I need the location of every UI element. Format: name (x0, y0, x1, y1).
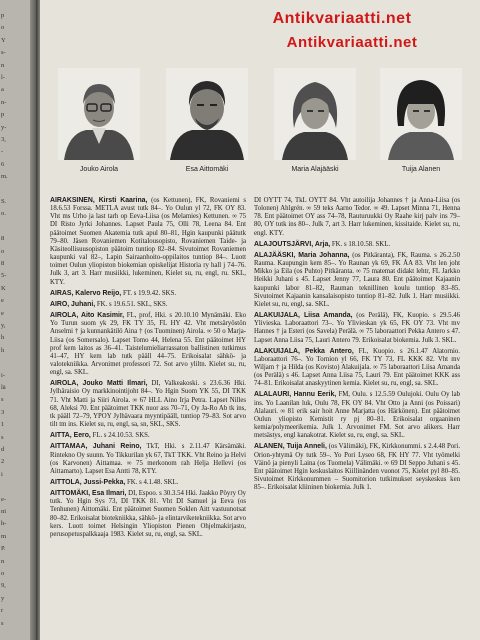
adjacent-page-fragment: d (1, 446, 5, 453)
adjacent-page-fragment: P. (1, 545, 6, 553)
adjacent-page-fragment: y (1, 594, 5, 602)
entry-name: AIROLA, Jouko Matti Ilmari, (50, 380, 148, 388)
portrait-photo (58, 68, 140, 160)
entry-name: ALAKUIJALA, Liisa Amanda, (254, 312, 353, 320)
biography-entry (254, 241, 460, 249)
biography-entry (254, 252, 460, 309)
biography-entry (50, 312, 246, 377)
entry-name: AITTA, Eero, (50, 432, 91, 440)
biography-entry (254, 312, 460, 345)
portrait-caption: Esa Aittomäki (185, 166, 229, 173)
entries-column-left (50, 197, 246, 542)
entry-text: FK. s 19.6.51. SKL, SKS. (96, 300, 168, 308)
entry-text: FL, Kuopio. s 26.1.47 Alatornio. Laboraattori 76–. Yo Tornion yl 66, FK TY 73, FL KKK 82. Vht mv Wiljam † ja Hilda (os Kovisto) Alakuijala. ∞ 75 laboraattori Liisa Amanda (os Perälä) s 46. Lapset Anna Liisa 75, Lauri 79. Ent päätoimet KKK ass 74–81. Erikoisalat anaskyytinen kemia. Kielet su, ru, engl, sa. SKL. (254, 347, 460, 388)
entry-text: (os Kettunen), FK, Rovaniemi s 18.6.53 Forssa. METLA avust tutk 84–. Yo Oulun yl 72, FK OY 83. Vht ms Urho ja last tarh op Eeva-Liisa (os Melamies) Kettunen. ∞ 75 DI Risto Jyrki Johannes. Lapset Paula 75, Olli 78, Leena 84. Ent päätoimet Suomen Akatemia tutk apul 80–81, Hgin kaupunki päätutk 79–80. Jäsen Rovaniemen Kotitalousopisto, Rovaniemen Taide- ja Käsiteollisuusopiston päätoim tuntiop 82–84. Sivutoimet Rovaniemen kaupunki val 82–, Lapin Sairaanhoito-oppilaitos tuntiop 84–. Luott toimet Oulun yliopiston biokemian opiskelijat Historia ry hall j 74–76. Julk 3, art 3. Harr musiikki, lukeminen, Kielet su, ru, engl, ru. SKL, KTY. (50, 197, 246, 286)
portrait-row (52, 68, 468, 188)
biography-entry (254, 391, 460, 440)
biography-entry (50, 290, 246, 298)
entry-text: (os Välimäki), FK, Kirkkonummi. s 2.4.48 Pori. Orion-yhtymä Oy tutk 59–. Yo Pori Lyseo 68, FK HY 77. Vht työmelki Väinö ja pienyli Laina (os Tuomela) Välimäki. ∞ 69 DI Seppo Juhani s 45. Ent päätoimet Hgin keskuslaitos Kiillinänden vuonot 75, Kielet pyl 80–85. Sivutoimet Kirkkonummen – Suomitorion tutkimukset seyskeskus ken 85–. Erikoisalat kliininen biokemia. Julk 1. (254, 443, 461, 492)
biography-entry (50, 479, 246, 487)
adjacent-page-fragment: p (1, 12, 5, 19)
portrait-caption: Maria Alajääski (291, 166, 339, 173)
entry-name: ALALAURI, Hannu Eerik, (254, 391, 337, 399)
adjacent-page-fragment: 8 (1, 260, 5, 267)
entry-name: ALAJOUTSJÄRVI, Arja, (254, 240, 331, 248)
entry-text: DI, Espoo. s 30.3.54 Hki. Jaakko Pöyry Oy tutk. Yo Hgin Sys 73, DI TKK 81. Vht DI Samuel ja Eeva (os Tenhunen) Aittomäki. Ent päätoimet Suomen Soklen Aitt vastuunotsat 80–82. Erikoisalat biotekniikka, sähkö- ja elintarviketekniikka. Sot arvo kers. Luott toimet Helsingin Yliopiston Pienen Ohjelmakirjasto, perusopetuspalkkaaja 1983. Kielet su, ru, engl, sa. SKL. (50, 490, 247, 538)
adjacent-page-fragment: s (1, 433, 4, 441)
adjacent-page-fragment: s- (1, 49, 6, 57)
adjacent-page-fragment: a (1, 86, 4, 94)
portrait-caption: Tuija Alanen (401, 166, 441, 173)
portrait (58, 68, 140, 173)
entries-column-right (254, 197, 460, 495)
adjacent-page-fragment: e (1, 309, 4, 317)
book-page (40, 0, 480, 640)
adjacent-page-fragment: h (1, 346, 5, 354)
adjacent-page-fragment: y, (1, 322, 6, 329)
adjacent-page-fragment: s (1, 396, 4, 404)
entry-text: (os Pitkäranta), FK, Rauma. s 26.2.50 Rauma. Kaupungin kem 85–. Yo Raunan yk 69, FK ÅA 83. Vht len joht Mikko ja Eila (os Puhto) Pitkäranta. ∞ 75 matemat didakt lehtr, FL Jarkko Heikki Juhani s 45. Lapset Jenny 77, Laura 80. Ent päätoimet Kajaanin kaupunki labor 81–82, Rauman teknillinen koulu tuntiop 83–85. Sivutoimet Kajaanin kansalaisopisto tuntiop 81–82. Julk 1. Harr musiikki. Kielet su, ru, engl, sa. SKL. (254, 251, 460, 308)
adjacent-page-fragment: m. (1, 173, 8, 181)
adjacent-page-fragment: 3, (1, 136, 6, 143)
entry-name: AITTAMAA, Juhani Reino, (50, 443, 142, 451)
portrait (380, 68, 462, 173)
adjacent-page-fragment: l- (1, 74, 5, 81)
adjacent-page-fragment: i (1, 470, 3, 478)
watermark-text: Antikvariaatti.net (272, 10, 412, 27)
adjacent-page-fragment: K (1, 284, 6, 292)
biography-entry (254, 348, 460, 389)
adjacent-page-fragment: i- (1, 371, 5, 379)
entry-name: AIRO, Juhani, (50, 300, 96, 308)
adjacent-page-fragment: 9, (1, 582, 6, 590)
adjacent-page-fragment: o. (1, 210, 6, 218)
portrait (166, 68, 248, 173)
adjacent-page-fragment: Y (1, 36, 6, 44)
entry-name: ALAKUIJALA, Pekka Antero, (254, 347, 354, 355)
adjacent-page-fragment: p (1, 111, 5, 119)
entry-name: AIRAS, Kalervo Reijo, (50, 289, 122, 297)
adjacent-page-fragment: m (1, 532, 7, 540)
adjacent-page-fragment: 2 (1, 458, 5, 466)
entry-text: FK. s 4.1.48. SKL. (127, 479, 179, 486)
portrait-caption: Jouko Airola (79, 166, 119, 173)
entry-text: FL, prof, Hki. s 20.10.10 Mynämäki. Eko Yo Turun suom yk 29, FK TY 35, FL HY 42. Vht metsäryöstön Anselmi † ja kunnankätilö Aina † (os Tuominen) Airola. ∞ 50 o Marja-Liisa (os Somersalo). Lapset Tomo 44, Helena 55. Ent päätoimet HY prof kem laitos as 36–41. Taistelumieliarrassaton ballistinen tutkimus 41–47, HY kem lab tutk pääll 44–75. Erikoisalat sähkö- ja valotekniikka. Arvonimet professori 72. Sot arvo yliltn. Kielet su, ru, engl, sa. SKL. (50, 312, 247, 377)
entry-name: AITTOLA, Jussi-Pekka, (50, 479, 126, 486)
adjacent-page-fragment: 5- (1, 272, 7, 280)
adjacent-page-fragment: n (1, 61, 5, 69)
adjacent-page-fragment: 6 (1, 160, 5, 168)
adjacent-page-fragment: S. (1, 198, 7, 205)
portrait-photo (380, 68, 462, 160)
adjacent-page-fragment: s (1, 619, 4, 627)
entry-text: FT. s 19.9.42. SKS. (122, 289, 177, 297)
biography-entry (50, 301, 246, 309)
watermark-text: Antikvariaatti.net (286, 34, 418, 51)
entry-name: ALAJÄÄSKI, Maria Johanna, (254, 251, 350, 259)
biography-entry (50, 443, 246, 476)
adjacent-page-fragment: o (1, 570, 5, 577)
entry-name: AIRAKSINEN, Kirsti Kaarina, (50, 197, 148, 204)
entry-text: FM, Oulu. s 12.5.59 Oulujoki. Oulu Oy lab ins. Yo Laanilan luk, Oulu 78, FK OY 84. Vht Otto ja Anni (os Poissari) Alalauri. ∞ 81 erik sair hoit Anne Marjatta (os Härkönen). Ent päätoimet Oulun yliopisto Kemistit ry pj 80–81. Erikoisalat orgaaninen kemia/polymeerikemia. Julk 1. Arvonimet FM. Sot arvo alikers. Harr metsästys, engl kanakotrat. Kielet su, ru, engl, sa. SKL. (254, 391, 460, 440)
adjacent-page-fragment: - (1, 148, 4, 156)
biography-entry (50, 197, 246, 287)
entry-name: AITTOMÄKI, Esa Ilmari, (50, 490, 127, 498)
biography-entry (50, 490, 246, 539)
adjacent-page-fragment: r (1, 607, 4, 615)
adjacent-page-fragment: ni (1, 508, 7, 515)
adjacent-page-fragment: e- (1, 495, 7, 503)
entry-name: AIROLA, Aito Kasimir, (50, 312, 125, 320)
adjacent-page-fragment: 1 (1, 421, 5, 429)
adjacent-page-fragment: e (1, 297, 4, 305)
continued-entry-text: DI OYTT 74, TkL OYTT 84. Vht autoilija Johannes † ja Anna-Liisa (os Tolonen) Ahlgrén. ∞ 59 teks Aarno Tedor. ∞ 49. Lapset Minna 71, Henna 78. Ent päätoimet OY ass 74–78, Rauturuukki Oy Raahe kirj palv ins 79–80, OY tutk ins 80–. Julk 7, art 3. Harr lukeminen, kissitaide. Kielet su, ru, engl. KTY. (254, 197, 460, 237)
entry-text: TkT, Hki. s 2.11.47 Kärsämäki. Rintekno Oy suunn. Yo Tikkurilan yk 67, TkT TKK. Vht Reino ja Helvi (os Karvonen) Aittamaa. ∞ 75 merkonom rah Helja Hellevi (os Aittamarto). Lapset Esa Antti 78, KTY. (50, 443, 246, 475)
adjacent-page-fragment: 3 (1, 408, 5, 416)
adjacent-page-fragment: o (1, 247, 5, 255)
portrait-photo (166, 68, 248, 160)
entry-text: FK. s 18.10.58. SKL. (331, 240, 391, 248)
entry-name: ALANEN, Tuija Anneli, (254, 443, 327, 451)
adjacent-page-fragment: n (1, 557, 5, 565)
adjacent-page-fragment: 8 (1, 235, 5, 243)
adjacent-page-edge (0, 0, 36, 640)
adjacent-page-fragment: lä (1, 384, 6, 391)
entry-text: FL. s 24.10.53. SKS. (92, 432, 150, 440)
adjacent-page-fragment: o (1, 24, 5, 32)
adjacent-page-fragment: y- (1, 123, 7, 131)
adjacent-page-fragment: n- (1, 98, 7, 106)
biography-entry (50, 432, 246, 440)
adjacent-page-fragment: h (1, 334, 5, 342)
portrait-photo (274, 68, 356, 160)
entry-text: DI, Valkeakoski. s 23.6.36 Hki. Jylhäraisio Oy markkinointijoht 84–. Yo Hgin Suom YK 55, DI TKK 71. Vht Matti ja Siiri Airola. ∞ 67 HLL Aino Irja Petra. Lapset Nilles 68, Aleksi 70. Ent päätoimet TKK nuor ass 70–71, Oy Ja-Ro Ab tk ins, tk pääll 72–79, YPOY Jylhävaara myyntipääll, tuntiop 79–83. Sot arvo tilt tm ins. Kielet su, ru, engl, sa, sn, SKL, SKS. (50, 380, 246, 429)
portrait (274, 68, 356, 173)
adjacent-page-fragment: h- (1, 520, 7, 528)
biography-entry (50, 380, 246, 429)
biography-entry (254, 443, 460, 492)
entry-text: (os Perälä), FK, Kuopio. s 29.5.46 Ylivieska. Laboraattori 73–. Yo Ylivieskan yk 65, FK OY 73. Vht mv Hannes † ja Esteri (os Savela) Perälä. ∞ 75 laboraattori Pekka Antero s 47. Lapset Anna Liisa 75, Lauri Antero 79. Erikoisalat biokemia. Julk 3. SKL. (254, 312, 461, 344)
